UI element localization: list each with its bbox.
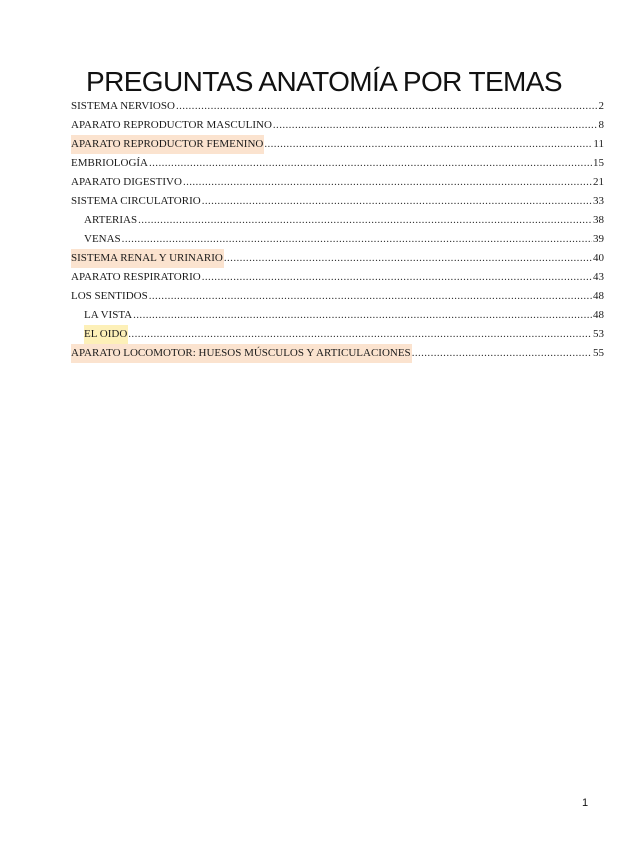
toc-entry-aparato-locomotor[interactable]	[71, 344, 604, 363]
toc-entry-sistema-circulatorio[interactable]	[71, 192, 604, 211]
toc-entry-aparato-respiratorio[interactable]	[71, 268, 604, 287]
toc-entry-label: APARATO REPRODUCTOR MASCULINO	[71, 119, 272, 131]
toc-dot-leader	[264, 135, 592, 154]
toc-dot-leader	[176, 97, 598, 116]
toc-entry-label: APARATO REPRODUCTOR FEMENINO	[71, 135, 264, 154]
toc-entry-page: 15	[593, 157, 604, 169]
toc-entry-page: 40	[593, 252, 604, 264]
toc-entry-page: 21	[593, 176, 604, 188]
toc-entry-label: ARTERIAS	[84, 214, 138, 226]
toc-dot-leader	[202, 268, 592, 287]
toc-dot-leader	[183, 173, 592, 192]
toc-entry-label: LA VISTA	[84, 309, 133, 321]
toc-entry-sistema-renal-y-urinario[interactable]	[71, 249, 604, 268]
toc-entry-label: SISTEMA RENAL Y URINARIO	[71, 249, 224, 268]
toc-entry-page: 8	[598, 119, 604, 131]
toc-entry-venas[interactable]	[71, 230, 604, 249]
toc-entry-embriologia[interactable]	[71, 154, 604, 173]
toc-entry-page: 38	[593, 214, 604, 226]
toc-dot-leader	[224, 249, 592, 268]
toc-dot-leader	[202, 192, 592, 211]
toc-entry-label: APARATO LOCOMOTOR: HUESOS MÚSCULOS Y ARTICULACIONES	[71, 344, 412, 363]
toc-dot-leader	[138, 211, 592, 230]
page-number: 1	[582, 797, 589, 809]
toc-entry-aparato-reproductor-masculino[interactable]	[71, 116, 604, 135]
toc-entry-page: 53	[593, 328, 604, 340]
toc-entry-page: 48	[593, 290, 604, 302]
toc-dot-leader	[412, 344, 592, 363]
toc-entry-la-vista[interactable]	[71, 306, 604, 325]
toc-entry-sistema-nervioso[interactable]	[71, 97, 604, 116]
table-of-contents	[71, 97, 604, 363]
toc-dot-leader	[149, 287, 592, 306]
toc-entry-aparato-digestivo[interactable]	[71, 173, 604, 192]
toc-entry-los-sentidos[interactable]	[71, 287, 604, 306]
toc-entry-page: 48	[593, 309, 604, 321]
toc-dot-leader	[149, 154, 592, 173]
toc-entry-page: 33	[593, 195, 604, 207]
page-title: PREGUNTAS ANATOMÍA POR TEMAS	[86, 66, 562, 97]
toc-entry-el-oido[interactable]	[71, 325, 604, 344]
toc-dot-leader	[128, 325, 592, 344]
toc-entry-label: EMBRIOLOGÍA	[71, 157, 148, 169]
toc-dot-leader	[133, 306, 592, 325]
toc-entry-arterias[interactable]	[71, 211, 604, 230]
toc-entry-page: 43	[593, 271, 604, 283]
toc-entry-page: 55	[593, 347, 604, 359]
toc-entry-label: SISTEMA NERVIOSO	[71, 100, 175, 112]
toc-entry-label: VENAS	[84, 233, 121, 245]
toc-dot-leader	[273, 116, 598, 135]
toc-entry-page: 39	[593, 233, 604, 245]
toc-entry-label: EL OIDO	[84, 325, 128, 344]
toc-entry-aparato-reproductor-femenino[interactable]	[71, 135, 604, 154]
toc-entry-page: 11	[593, 138, 604, 150]
toc-dot-leader	[122, 230, 592, 249]
toc-entry-page: 2	[598, 100, 604, 112]
toc-entry-label: SISTEMA CIRCULATORIO	[71, 195, 201, 207]
toc-entry-label: APARATO RESPIRATORIO	[71, 271, 201, 283]
toc-entry-label: APARATO DIGESTIVO	[71, 176, 182, 188]
toc-entry-label: LOS SENTIDOS	[71, 290, 148, 302]
